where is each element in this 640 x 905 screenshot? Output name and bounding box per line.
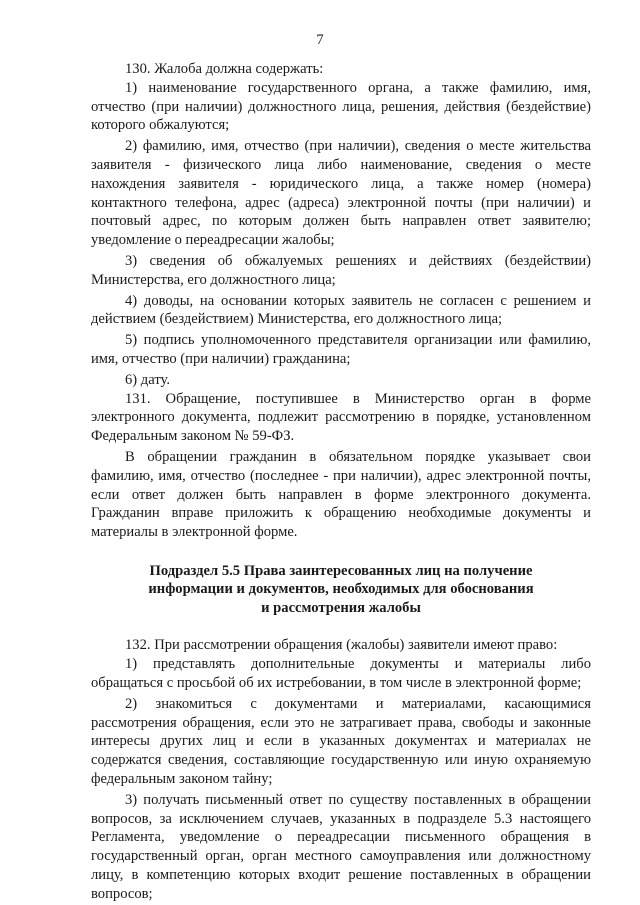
paragraph-130-item-2: 2) фамилию, имя, отчество (при наличии), сведения о месте жительства заявителя - физического лица либо наименование, сведения о месте нахождения заявителя - юридического лица, а также номер (номера) контактного телефона, адрес (адреса) электронной почты (при наличии) и почтовый адрес, по которым должен быть направлен ответ заявителю; уведомление о переадресации жалобы; [91,138,591,249]
paragraph-130-item-6: 6) дату. [125,371,170,388]
paragraph-130-item-5: 5) подпись уполномоченного представителя организации или фамилию, имя, отчество (при наличии) гражданина; [91,332,591,367]
paragraph-130-item-3: 3) сведения об обжалуемых решениях и действиях (бездействии) Министерства, его должностного лица; [91,252,591,288]
section-heading-line-2: информации и документов, необходимых для обоснования [148,581,534,598]
paragraph-130-intro: 130. Жалоба должна содержать: [125,61,324,77]
paragraph-130-item-1: 1) наименование государственного органа, а также фамилию, имя, отчество (при наличии) должностного лица, решения, действия (бездействие) которого обжалуются; [91,79,591,134]
paragraph-131: 131. Обращение, поступившее в Министерство орган в форме электронного документа, подлежит рассмотрению в порядке, установленном Федеральным законом № 59-ФЗ. [91,390,591,445]
paragraph-132-item-1: 1) представлять дополнительные документы и материалы либо обращаться с просьбой об их истребовании, в том числе в электронной форме; [91,656,591,692]
paragraph-132-item-3: 3) получать письменный ответ по существу поставленных в обращении вопросов, за исключением случаев, указанных в подразделе 5.3 настоящего Регламента, уведомление о переадресации письменного обращения в государственный орган, орган местного самоуправления или должностному лицу, в компетенцию которых входит решение поставленных в обращении вопросов; [91,791,591,902]
page-number: 7 [316,32,324,48]
section-heading-line-1: Подраздел 5.5 Права заинтересованных лиц на получение [149,562,533,579]
document-body [91,60,591,904]
section-heading [91,562,591,618]
section-heading-line-3: и рассмотрения жалобы [261,599,421,616]
paragraph-130-item-4: 4) доводы, на основании которых заявитель не согласен с решением и действием (бездействием) Министерства, его должностного лица; [91,292,591,328]
paragraph-132-intro: 132. При рассмотрении обращения (жалобы) заявители имеют право: [125,637,558,654]
paragraph-132-item-2: 2) знакомиться с документами и материалами, касающимися рассмотрения обращения, если это не затрагивает права, свободы и законные интересы других лиц и если в указанных документах и материалах не содержатся сведения, составляющие государственную или иную охраняемую федеральным законом тайну; [91,695,591,787]
paragraph-131-electronic: В обращении гражданин в обязательном порядке указывает свои фамилию, имя, отчество (последнее - при наличии), адрес электронной почты, если ответ должен быть направлен в форме электронного документа. Гражданин вправе приложить к обращению необходимые документы и материалы в электронной форме. [91,448,591,541]
